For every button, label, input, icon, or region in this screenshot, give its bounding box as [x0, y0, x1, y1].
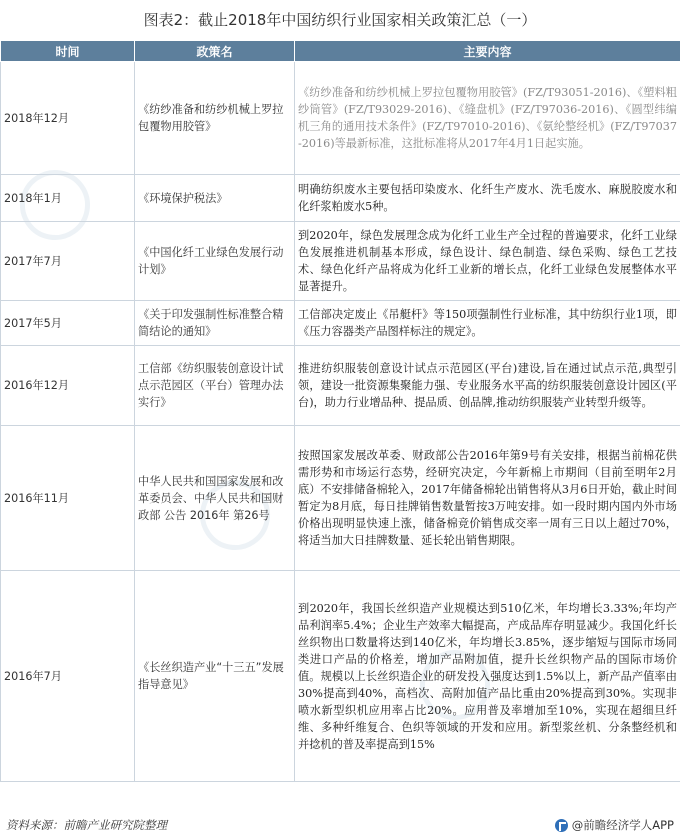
row-content: 《纺纱准备和纺纱机械上罗拉包覆物用胶管》(FZ/T93051-2016)、《塑料粗纱筒管》(FZ/T93029-2016)、《缝盘机》(FZ/T97036-2016)、《圆型纬编机三角的通用技术条件》(FZ/T97010-2016)、《氨纶整经机》(FZ/T97037-2016)等最新标准，这批标准将从2017年4月1日起实施。 — [295, 62, 680, 175]
row-time: 2017年5月 — [1, 301, 135, 346]
row-time: 2017年7月 — [1, 222, 135, 301]
figure-title: 图表2：截止2018年中国纺织行业国家相关政策汇总（一） — [143, 11, 537, 29]
row-policy-name: 《长丝织造产业“十三五”发展指导意见》 — [135, 571, 295, 782]
table-row — [1, 222, 680, 301]
table-row — [1, 175, 680, 222]
table-header-row — [1, 41, 680, 62]
brand-text: @前瞻经济学人APP — [571, 818, 674, 832]
row-content: 到2020年，绿色发展理念成为化纤工业生产全过程的普遍要求，化纤工业绿色发展推进机制基本形成，绿色设计、绿色制造、绿色采购、绿色工艺技术、绿色化纤产品将成为化纤工业新的增长点，化纤工业绿色发展整体水平显著提升。 — [295, 222, 680, 301]
table-row — [1, 571, 680, 782]
brand-credit — [555, 817, 674, 833]
row-policy-name: 中华人民共和国国家发展和改革委员会、中华人民共和国财政部 公告 2016年 第26号 — [135, 426, 295, 571]
row-policy-name: 工信部《纺织服装创意设计试点示范园区（平台）管理办法实行》 — [135, 346, 295, 426]
footer — [0, 812, 680, 838]
row-time: 2016年12月 — [1, 346, 135, 426]
row-policy-name: 《环境保护税法》 — [135, 175, 295, 222]
source-note: 资料来源：前瞻产业研究院整理 — [6, 818, 167, 832]
header-main-content: 主要内容 — [295, 41, 680, 62]
row-time: 2016年7月 — [1, 571, 135, 782]
row-policy-name: 《关于印发强制性标准整合精简结论的通知》 — [135, 301, 295, 346]
row-content: 到2020年，我国长丝织造产业规模达到510亿米，年均增长3.33%;年均产品利润率5.4%；企业生产效率大幅提高，产成品库存明显减少。我国化纤长丝织物出口数量将达到140亿米，年均增长3.85%，逐步缩短与国际市场同类进口产品的价格差，增加产品附加值，提升长丝织物产品的国际市场价值。规模以上长丝织造企业的研发投入强度达到1.5%以上，新产品产值率由30%提高到40%，高档次、高附加值产品比重由20%提高到30%。实现非喷水新型织机应用率占比20%。应用普及率增加至10%，实现在超细旦纤维、多种纤维复合、色织等领域的开发和应用。新型浆丝机、分条整经机和并捻机的普及率提高到15% — [295, 571, 680, 782]
row-policy-name: 《纺纱准备和纺纱机械上罗拉包覆物用胶管》 — [135, 62, 295, 175]
row-content: 按照国家发展改革委、财政部公告2016年第9号有关安排，根据当前棉花供需形势和市场运行态势，经研究决定，今年新棉上市期间（目前至明年2月底）不安排储备棉轮入，2017年储备棉轮出销售将从3月6日开始，截止时间暂定为8月底，每日挂牌销售数量暂按3万吨安排。如一段时期内国内外市场价格出现明显快速上涨，储备棉竞价销售成交率一周有三日以上超过70%，将适当加大日挂牌数量、延长轮出销售期限。 — [295, 426, 680, 571]
brand-logo-icon — [555, 819, 568, 832]
row-policy-name: 《中国化纤工业绿色发展行动计划》 — [135, 222, 295, 301]
row-content: 工信部决定废止《吊艇杆》等150项强制性行业标准，其中纺织行业1项，即《压力容器类产品图样标注的规定》。 — [295, 301, 680, 346]
row-time: 2018年1月 — [1, 175, 135, 222]
header-policy-name: 政策名 — [135, 41, 295, 62]
header-time: 时间 — [1, 41, 135, 62]
row-content: 推进纺织服装创意设计试点示范园区(平台)建设,旨在通过试点示范,典型引领，建设一批资源集聚能力强、专业服务水平高的纺织服装创意设计园区(平台)，助力行业增品种、提品质、创品牌,推动纺织服装产业转型升级等。 — [295, 346, 680, 426]
table-row — [1, 426, 680, 571]
row-time: 2016年11月 — [1, 426, 135, 571]
row-content: 明确纺织废水主要包括印染废水、化纤生产废水、洗毛废水、麻脱胶废水和化纤浆粕废水5种。 — [295, 175, 680, 222]
policy-table — [0, 40, 680, 782]
table-row — [1, 62, 680, 175]
row-time: 2018年12月 — [1, 62, 135, 175]
table-row — [1, 346, 680, 426]
table-row — [1, 301, 680, 346]
